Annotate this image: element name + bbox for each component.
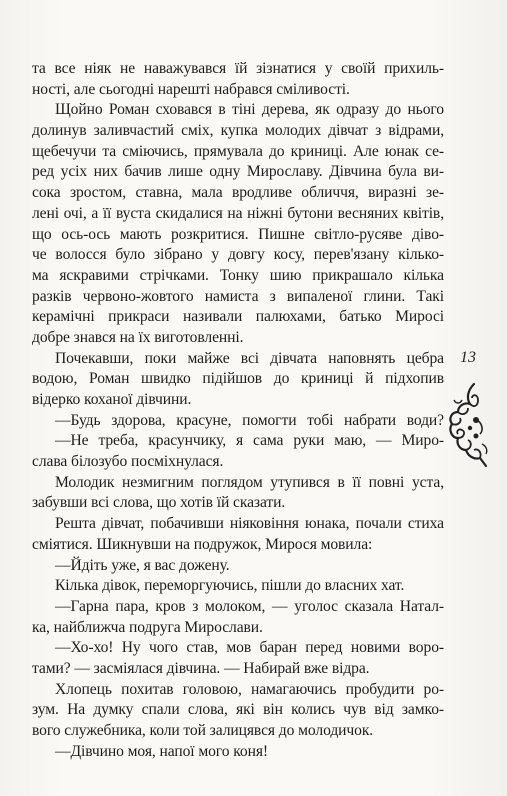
text-line: ред усіх них бачив лише одну Мирославу. Дівчина була ви- bbox=[32, 163, 444, 181]
text-line: слава білозубо посміхнулася. bbox=[32, 453, 224, 471]
text-line: вого служебника, коли той залицявся до молодичок. bbox=[32, 722, 374, 739]
text-line: че волосся було зібрано у довгу косу, перев'язану кілько- bbox=[32, 246, 444, 264]
body-text bbox=[32, 59, 444, 762]
text-line: ності, але сьогодні нарешті набрався сміливості. bbox=[32, 80, 350, 98]
text-line: —Дівчино моя, напої мого коня! bbox=[55, 742, 268, 760]
text-line: що ось-ось мають розкритися. Пишне світло-русяве діво- bbox=[32, 225, 444, 243]
text-line: керамічні прикраси називали палюхами, батько Миросі bbox=[32, 308, 444, 326]
text-line: —Гарна пара, кров з молоком, — уголос сказала Натал- bbox=[55, 597, 444, 615]
text-line: та все ніяк не наважувався їй зізнатися у своїй прихиль- bbox=[32, 60, 444, 77]
text-line: забувши всі слова, що хотів їй сказати. bbox=[32, 494, 286, 512]
text-line: —Не треба, красунчику, я сама руки маю, — Миро- bbox=[55, 432, 444, 450]
text-line: щебечучи та сміючись, прямувала до криниці. Але юнак се- bbox=[32, 142, 444, 160]
text-line: водою, Роман швидко підійшов до криниці й підхопив bbox=[32, 370, 444, 388]
text-line: Решта дівчат, побачивши ніяковіння юнака, почали стиха bbox=[55, 515, 444, 533]
text-line: Кілька дівок, переморгуючись, пішли до власних хат. bbox=[55, 577, 405, 595]
page-number: 13 bbox=[460, 349, 476, 366]
text-line: разків червоно-жовтого намиста з випаленої глини. Такі bbox=[32, 287, 444, 305]
text-line: тами? — засміялася дівчина. — Набирай вже відра. bbox=[32, 659, 370, 677]
text-line: ка, найближча подруга Мирослави. bbox=[32, 618, 263, 636]
text-line: Почекавши, поки майже всі дівчата наповнять цебра bbox=[55, 349, 444, 367]
text-line: —Хо-хо! Ну чого став, мов баран перед новими воро- bbox=[55, 639, 444, 657]
text-line: лені очі, а її вуста скидалися на ніжні бутони весняних квітів, bbox=[32, 204, 444, 222]
text-line: Молодик незмигним поглядом утупився в її повні уста, bbox=[55, 473, 444, 491]
text-line: долинув заливчастий сміх, купка молодих дівчат з відрами, bbox=[32, 122, 444, 140]
text-line: сміятися. Шикнувши на подружок, Мирося мовила: bbox=[32, 535, 373, 553]
text-line: відерко коханої дівчини. bbox=[32, 391, 192, 408]
text-line: зум. На думку спали слова, які він колись чув від замко- bbox=[32, 701, 444, 719]
text-line: —Будь здорова, красуне, помогти тобі набрати води? bbox=[55, 411, 444, 429]
text-line: сока зростом, ставна, мала вродливе обличчя, виразні зе- bbox=[32, 184, 444, 202]
text-line: —Йдіть уже, я вас дожену. bbox=[55, 556, 230, 574]
text-line: Хлопець похитав головою, намагаючись пробудити ро- bbox=[55, 680, 444, 698]
text-line: ма яскравими стрічками. Тонку шию прикрашало кілька bbox=[32, 266, 444, 284]
text-line: Щойно Роман сховався в тіні дерева, як одразу до нього bbox=[55, 101, 444, 119]
floral-scroll-ornament-icon bbox=[446, 380, 492, 470]
text-line: добре знався на їх виготовленні. bbox=[32, 328, 244, 346]
